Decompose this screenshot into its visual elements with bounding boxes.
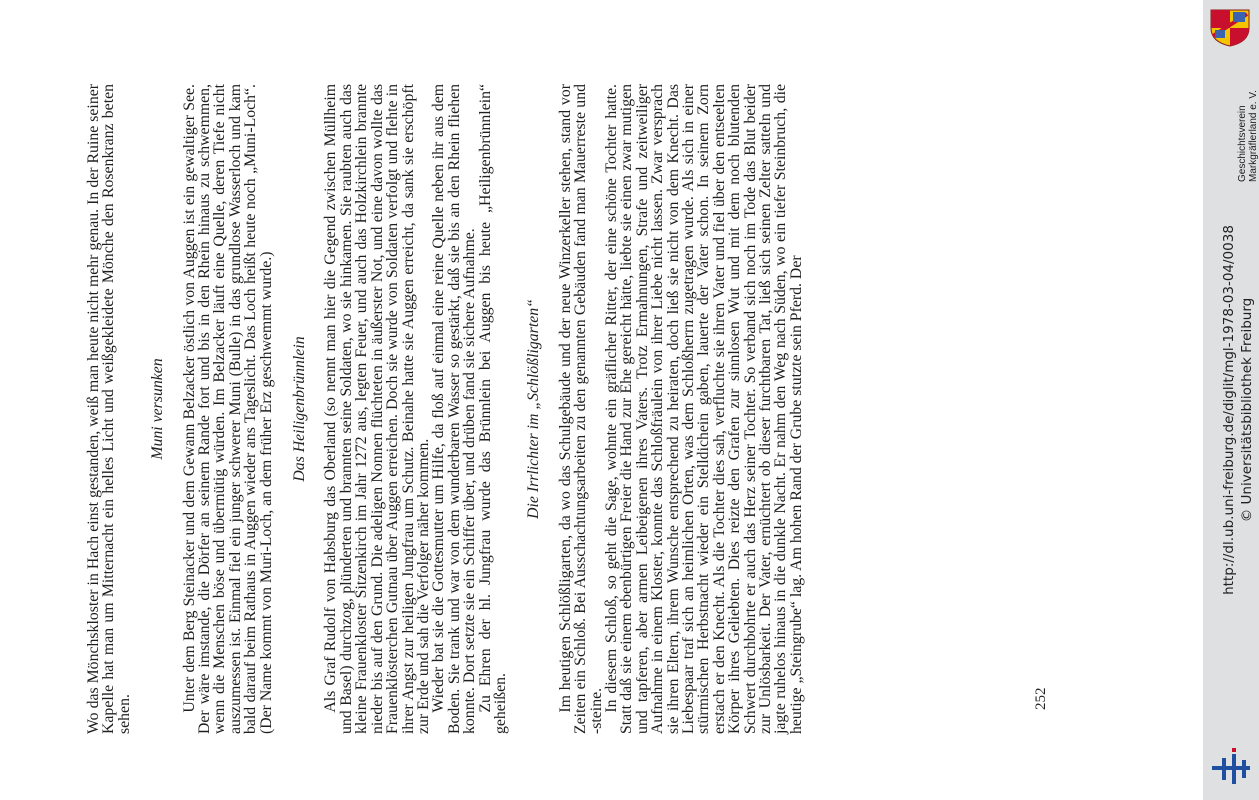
paragraph-intro: Wo das Mönchskloster in Hach einst gestanden, weiß man heute nicht mehr genau. In der Ruine seiner Kapelle hat man um Mitternacht ein helles Licht und weißgekleidete Mönche den Rosenkranz beten sehen.: [85, 84, 133, 734]
paragraph-habsburg: Als Graf Rudolf von Habsburg das Oberland (so nennt man hier die Gegend zwischen Müllheim und Basel) durchzog, plünderten und brannten seine Soldaten, wo sie hinkamen. Sie raubten auch das kleine Frauenkloster Sitzenkirch im Jahr 1272 aus, legten Feuer, und auch das Holzkirchlein brannte nieder bis auf den Grund. Die adeligen Nonnen flüchteten in äußerster Not, und eine davon wollte das Frauenklösterchen Gutnau über Auggen erreichen. Doch sie wurde von Soldaten verfolgt und flehte in ihrer Angst zur heiligen Jungfrau um Schutz. Beinahe hatte sie Auggen erreicht, da sank sie erschöpft zur Erde und sah die Verfolger näher kommen.: [322, 84, 432, 734]
paragraph-ehren: Zu Ehren der hl. Jungfrau wurde das Brünnlein bei Auggen bis heute „Heiligenbrünnlein“ geheißen.: [476, 84, 509, 734]
association-name-line1: Geschichtsverein: [1237, 105, 1248, 182]
paragraph-sage: In diesem Schloß, so geht die Sage, wohnte ein gräflicher Ritter, der eine schöne Tochter hatte. Statt daß sie einem ebenbürtigen Freier die Hand zur Ehe gereicht hätte, liebte sie einen zwar mutigen und tapferen, aber armen Leibeigenen ihres Vaters. Trotz Ermahnungen, Strafe und zeitweiliger Aufnahme in einem Kloster, konnte das Schloßfräulein von ihrer Liebe nicht lassen. Zwar versprach sie ihren Eltern, ihrem Wunsche entsprechend zu heiraten, doch ließ sie nicht von dem Knecht. Das Liebespaar traf sich an heimlichen Orten, was dem Schloßherrn zugetragen wurde. Als sich in einer stürmischen Herbstnacht wieder ein Stelldichein gaben, lauerte der Vater schon. In seinem Zorn erstach er den Knecht. Als die Tochter dies sah, verfluchte sie ihren Vater und fiel über den entseelten Körper ihres Geliebten. Dies reizte den Grafen zur sinnlosen Wut und mit dem noch blutenden Schwert durchbohrte er auch das Herz seiner Tochter. So verband sich noch im Tode das Blut beider zur Unlösbarkeit. Der Vater, ernüchtert ob dieser furchtbaren Tat, ließ sich seinen Zelter satteln und jagte ruhelos hinaus in die dunkle Nacht. Er nahm den Weg nach Süden, wo ein tiefer Steinbruch, die heutige „Steingrube“ lag. Am hohen Rand der Grube stutzte sein Pferd. Der: [602, 84, 805, 734]
heading-irrlichter: Die Irrlichter im „Schlößligarten“: [525, 299, 543, 519]
heading-muni-versunken: Muni versunken: [149, 358, 167, 460]
ub-freiburg-logo-icon: [1208, 748, 1254, 790]
archive-sidebar: [1203, 0, 1259, 800]
association-name-line2: Markgräflerland e. V.: [1248, 90, 1259, 182]
paragraph-schloessligarten: Im heutigen Schlößligarten, da wo das Schulgebäude und der neue Winzerkeller stehen, stand vor Zeiten ein Schloß. Bei Ausschachtungsarbeiten zu den genannten Gebäuden fand man Mauerreste und -steine.: [556, 84, 605, 734]
paragraph-gottesmutter: Wieder bat sie die Gottesmutter um Hilfe, da floß auf einmal eine reine Quelle neben ihr aus dem Boden. Sie trank und war von dem wunderbaren Wasser so gestärkt, daß sie bis an den Rhein fliehen konnte. Dort setzte sie ein Schiffer über, und drüben fand sie sichere Aufnahme.: [430, 84, 479, 734]
markgraeflerland-crest-icon: [1207, 6, 1253, 48]
heading-heiligenbruennlein: Das Heiligenbrünnlein: [291, 336, 309, 482]
page-text-block: [86, 84, 804, 734]
paragraph-muni: Unter dem Berg Steinacker und dem Gewann Belzacker östlich von Auggen ist ein gewaltiger See. Der wäre imstande, die Dörfer an seinem Rande fort und bis in den Rhein hinaus zu schwemmen, wenn die Menschen böse und übermütig würden. Im Belzacker läuft eine Quelle, deren Tiefe nicht auszumessen ist. Einmal fiel ein junger schwerer Muni (Bulle) in das grundlose Wasserloch und kam bald darauf beim Rathaus in Auggen wieder ans Tageslicht. Das Loch heißt heute noch „Muni-Loch“. (Der Name kommt von Muri-Loch, an dem früher Erz geschwemmt wurde.): [180, 84, 275, 734]
sidebar-text-rotated: [1203, 0, 1259, 800]
copyright-notice: © Universitätsbibliothek Freiburg: [1239, 297, 1255, 523]
page-number: 252: [1033, 687, 1049, 710]
document-url-link[interactable]: http://dl.ub.uni-freiburg.de/diglit/mgl-1978-03-04/0038: [1221, 225, 1237, 595]
